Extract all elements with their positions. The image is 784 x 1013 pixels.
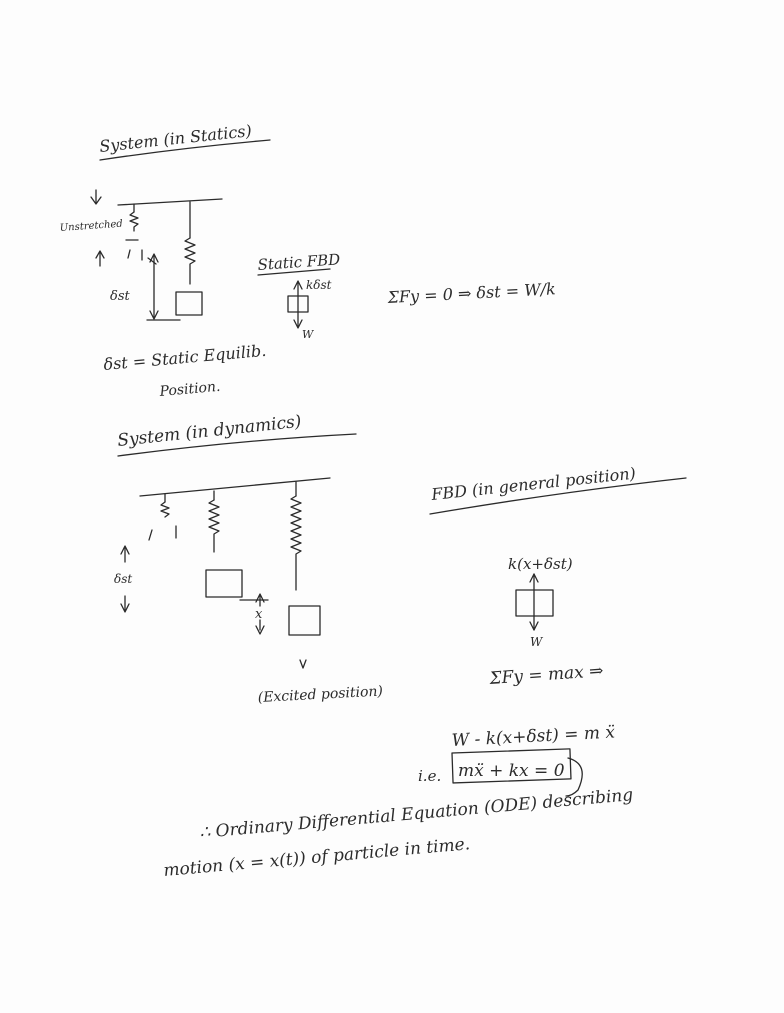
dynamics-unstretched-spring — [149, 494, 176, 540]
boxed-equation: mẍ + kx = 0 — [458, 761, 565, 781]
excited-label: (Excited position) — [257, 683, 384, 706]
dynamics-excited-block — [289, 606, 320, 635]
conclusion-line-2: motion (x = x(t)) of particle in time. — [162, 834, 471, 881]
unstretched-label: Unstretched — [59, 218, 124, 234]
statics-title: System (in Statics) — [98, 121, 253, 156]
static-fbd-spring-force: kδst — [306, 278, 332, 292]
statics-block — [176, 292, 202, 315]
unstretched-spring — [126, 204, 156, 264]
static-fbd-title: Static FBD — [257, 250, 341, 274]
conclusion-line-1: ∴ Ordinary Differential Equation (ODE) describing — [198, 785, 634, 843]
statics-delta-label: δst — [110, 289, 130, 304]
newton-law: ΣFy = max ⇒ — [488, 661, 605, 689]
x-label: x — [255, 607, 263, 622]
ie-prefix: i.e. — [418, 767, 442, 785]
static-fbd-weight: W — [302, 328, 314, 341]
delta-st-dimension — [96, 251, 158, 319]
equilibrium-equation: ΣFy = 0 ⇒ δst = W/k — [387, 279, 557, 307]
statics-spring — [185, 202, 195, 284]
definition-line-2: Position. — [158, 378, 222, 400]
expanded-equation: W - k(x+δst) = m ẍ — [451, 722, 616, 751]
dynamics-static-spring — [209, 491, 219, 552]
general-fbd-spring-force: k(x+δst) — [508, 555, 573, 573]
general-fbd-weight: W — [530, 635, 543, 649]
general-fbd-title: FBD (in general position) — [430, 463, 637, 504]
excited-marker — [300, 660, 306, 668]
dynamics-title: System (in dynamics) — [116, 411, 303, 451]
dynamics-ceiling — [140, 478, 330, 496]
definition-line-1: δst = Static Equilib. — [102, 340, 268, 374]
dynamics-delta-label: δst — [114, 572, 133, 586]
dynamics-excited-spring — [291, 482, 301, 590]
dynamics-static-block — [206, 570, 242, 597]
